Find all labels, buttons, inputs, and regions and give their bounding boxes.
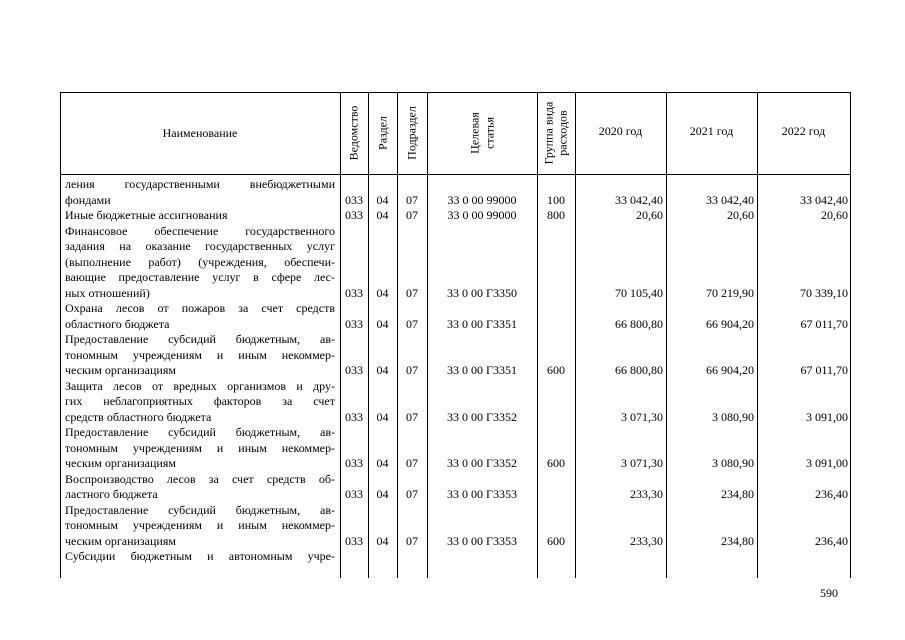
cell-2022: 20,60 xyxy=(821,208,848,222)
cell-podrazdel: 07 xyxy=(406,285,418,300)
cell-razdel: 04 xyxy=(376,409,389,424)
row-name-line: тономным учреждениям и иным некоммер- xyxy=(65,440,335,455)
cell-podrazdel: 07 xyxy=(406,487,418,501)
cell-2021: 66 904,20 xyxy=(706,316,754,331)
cell-vedomstvo: 033 xyxy=(345,409,363,424)
cell-2020: 233,30 xyxy=(630,533,663,548)
column-divider xyxy=(666,92,667,578)
cell-2022: 236,40 xyxy=(815,533,848,548)
row-name-line: ных отношений) xyxy=(65,285,150,300)
header-podrazdel: Подраздел xyxy=(404,106,419,160)
row-name-line: Предоставление субсидий бюджетным, ав- xyxy=(65,332,335,346)
cell-vedomstvo: 033 xyxy=(345,487,363,501)
cell-2022: 236,40 xyxy=(815,487,848,501)
row-name-line: (выполнение работ) (учреждения, обеспечи- xyxy=(65,254,335,269)
row-name-line: тономным учреждениям и иным некоммер- xyxy=(65,347,335,362)
cell-celevaya-statya: 33 0 00 Г3350 xyxy=(447,285,517,300)
column-divider xyxy=(757,92,758,578)
row-name-line: Иные бюджетные ассигнования xyxy=(65,208,228,222)
cell-vedomstvo: 033 xyxy=(345,316,363,331)
row-name-line: областного бюджета xyxy=(65,316,170,331)
cell-celevaya-statya: 33 0 00 Г3353 xyxy=(447,487,517,501)
cell-gruppa-vida: 600 xyxy=(547,456,565,470)
row-name-line: задания на оказание государственных услуг xyxy=(65,239,335,253)
cell-2020: 33 042,40 xyxy=(615,192,663,207)
cell-podrazdel: 07 xyxy=(406,409,418,424)
cell-2020: 66 800,80 xyxy=(615,316,663,331)
cell-celevaya-statya: 33 0 00 Г3351 xyxy=(447,316,517,331)
row-name-line: Предоставление субсидий бюджетным, ав- xyxy=(65,425,335,439)
cell-razdel: 04 xyxy=(376,487,389,501)
cell-2022: 70 339,10 xyxy=(800,285,848,300)
header-celevaya-line1: Целевая xyxy=(467,112,482,154)
row-name xyxy=(65,301,335,332)
header-year-2022: 2022 год xyxy=(781,124,826,138)
row-name xyxy=(65,549,335,565)
page-number: 590 xyxy=(820,586,838,600)
cell-podrazdel: 07 xyxy=(406,192,418,207)
table-top-border xyxy=(60,92,851,93)
cell-razdel: 04 xyxy=(376,285,389,300)
column-divider xyxy=(397,92,398,578)
cell-celevaya-statya: 33 0 00 Г3351 xyxy=(447,363,517,377)
cell-2022: 67 011,70 xyxy=(800,363,848,377)
row-name-line: Охрана лесов от пожаров за счет средств xyxy=(65,301,335,315)
cell-2020: 70 105,40 xyxy=(615,285,663,300)
row-name xyxy=(65,503,335,550)
cell-razdel: 04 xyxy=(376,208,389,222)
cell-celevaya-statya: 33 0 00 Г3352 xyxy=(447,409,517,424)
column-divider xyxy=(537,92,538,578)
row-name xyxy=(65,208,335,224)
cell-gruppa-vida: 600 xyxy=(547,363,565,377)
cell-podrazdel: 07 xyxy=(406,533,418,548)
cell-2020: 20,60 xyxy=(636,208,663,222)
header-celevaya-line2: статья xyxy=(482,117,497,149)
header-vedomstvo: Ведомство xyxy=(346,105,361,161)
row-name-line: ластного бюджета xyxy=(65,487,158,501)
row-name-line: гих неблагоприятных факторов за счет xyxy=(65,394,335,408)
row-name-line: ления государственными внебюджетными xyxy=(65,177,335,191)
column-divider xyxy=(575,92,576,578)
table-right-border xyxy=(850,92,851,578)
cell-2022: 3 091,00 xyxy=(806,456,848,470)
cell-2022: 3 091,00 xyxy=(806,409,848,424)
header-name: Наименование xyxy=(162,126,238,140)
cell-vedomstvo: 033 xyxy=(345,192,363,207)
row-name-line: Защита лесов от вредных организмов и дру- xyxy=(65,378,335,393)
cell-2021: 234,80 xyxy=(721,487,754,501)
cell-podrazdel: 07 xyxy=(406,316,418,331)
cell-vedomstvo: 033 xyxy=(345,285,363,300)
header-razdel: Раздел xyxy=(375,116,390,150)
cell-podrazdel: 07 xyxy=(406,363,418,377)
cell-razdel: 04 xyxy=(376,456,389,470)
cell-podrazdel: 07 xyxy=(406,456,418,470)
row-name-line: Воспроизводство лесов за счет средств об- xyxy=(65,471,335,486)
cell-2022: 33 042,40 xyxy=(800,192,848,207)
cell-2022: 67 011,70 xyxy=(800,316,848,331)
row-name-line: тономным учреждениям и иным некоммер- xyxy=(65,518,335,532)
header-bottom-border xyxy=(60,174,851,175)
row-name xyxy=(65,224,335,302)
row-name-line: фондами xyxy=(65,192,111,207)
table-left-border xyxy=(60,92,61,578)
cell-2021: 70 219,90 xyxy=(706,285,754,300)
cell-celevaya-statya: 33 0 00 Г3353 xyxy=(447,533,517,548)
cell-2021: 3 080,90 xyxy=(712,409,754,424)
column-divider xyxy=(340,92,341,578)
row-name-line: ческим организациям xyxy=(65,456,176,470)
cell-2021: 33 042,40 xyxy=(706,192,754,207)
cell-vedomstvo: 033 xyxy=(345,533,363,548)
row-name-line: Финансовое обеспечение государственного xyxy=(65,223,335,238)
cell-2020: 3 071,30 xyxy=(621,456,663,470)
row-name-line: ческим организациям xyxy=(65,533,176,548)
cell-podrazdel: 07 xyxy=(406,208,418,222)
row-name xyxy=(65,379,335,426)
cell-celevaya-statya: 33 0 00 Г3352 xyxy=(447,456,517,470)
row-name-line: ческим организациям xyxy=(65,363,176,377)
header-gruppa-line2: расходов xyxy=(555,110,570,156)
cell-celevaya-statya: 33 0 00 99000 xyxy=(447,192,517,207)
cell-gruppa-vida: 600 xyxy=(547,533,565,548)
row-name-line: Предоставление субсидий бюджетным, ав- xyxy=(65,502,335,517)
column-divider xyxy=(368,92,369,578)
cell-2020: 3 071,30 xyxy=(621,409,663,424)
cell-2021: 234,80 xyxy=(721,533,754,548)
cell-celevaya-statya: 33 0 00 99000 xyxy=(447,208,517,222)
cell-vedomstvo: 033 xyxy=(345,456,363,470)
cell-gruppa-vida: 800 xyxy=(547,208,565,222)
cell-vedomstvo: 033 xyxy=(345,208,363,222)
row-name xyxy=(65,177,335,208)
cell-gruppa-vida: 100 xyxy=(547,192,565,207)
row-name xyxy=(65,332,335,379)
cell-vedomstvo: 033 xyxy=(345,363,363,377)
column-divider xyxy=(427,92,428,578)
row-name-line: Субсидии бюджетным и автономным учре- xyxy=(65,549,335,563)
header-gruppa-line1: Группа вида xyxy=(541,101,556,165)
header-year-2020: 2020 год xyxy=(598,124,643,138)
header-year-2021: 2021 год xyxy=(689,124,734,138)
row-name-line: средств областного бюджета xyxy=(65,409,212,424)
row-name-line: вающие предоставление услуг в сфере лес- xyxy=(65,270,335,284)
cell-razdel: 04 xyxy=(376,192,389,207)
cell-2020: 66 800,80 xyxy=(615,363,663,377)
cell-razdel: 04 xyxy=(376,363,389,377)
row-name xyxy=(65,472,335,503)
cell-razdel: 04 xyxy=(376,316,389,331)
cell-razdel: 04 xyxy=(376,533,389,548)
cell-2021: 20,60 xyxy=(727,208,754,222)
row-name xyxy=(65,425,335,472)
cell-2021: 66 904,20 xyxy=(706,363,754,377)
cell-2020: 233,30 xyxy=(630,487,663,501)
cell-2021: 3 080,90 xyxy=(712,456,754,470)
